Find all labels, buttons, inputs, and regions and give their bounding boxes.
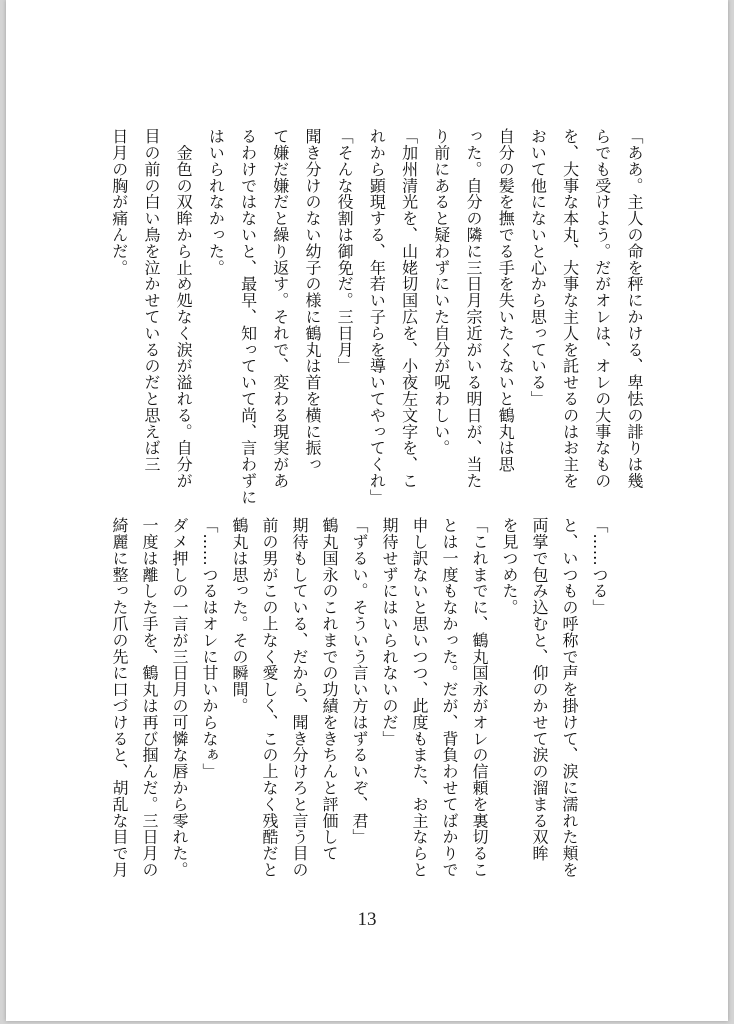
text-column: れから顕現する、年若い子らを導いてやってくれ」 [367, 128, 387, 506]
text-block-top [103, 128, 650, 506]
text-column: を見つめた。 [500, 517, 519, 616]
text-column: らでも受けよう。だがオレは、オレの大事なもの [592, 128, 612, 489]
text-column: 「……つるはオレに甘いからなぁ」 [200, 517, 219, 780]
text-column: 鶴丸国永のこれまでの功績をきちんと評価して [320, 517, 339, 862]
text-column: 「加州清光を、山姥切国広を、小夜左文字を、こ [399, 128, 419, 489]
text-column: 両掌で包み込むと、仰のかせて涙の溜まる双眸 [530, 517, 549, 862]
text-column: おいて他にないと心から思っている」 [528, 128, 548, 407]
text-column: 金色の双眸から止め処なく涙が溢れる。自分が [174, 128, 194, 489]
document-page [6, 0, 728, 1021]
text-column: 「ああ。主人の命を秤にかける、卑怯の誹りは幾 [625, 128, 644, 489]
text-column: ダメ押しの一言が三日月の可憐な唇から零れた。 [170, 517, 189, 878]
text-column: 綺麗に整った爪の先に口づけると、胡乱な目で月 [110, 517, 129, 878]
page-number: 13 [357, 909, 377, 930]
text-column: 目の前の白い鳥を泣かせているのだと思えば三 [141, 128, 161, 473]
text-column: とは一度もなかった。だが、背負わせてばかりで [440, 517, 459, 878]
text-column: 「ずるい。そういう言い方はずるいぞ、君」 [350, 517, 369, 845]
text-column: 前の男がこの上なく愛しく、この上なく残酷だと [260, 517, 279, 878]
text-column: 申し訳ないと思いつつ、此度もまた、お主ならと [410, 517, 429, 878]
text-column: 聞き分けのない幼子の様に鶴丸は首を横に振っ [302, 128, 322, 473]
text-column: 自分の髪を撫でる手を失いたくないと鶴丸は思 [496, 128, 516, 473]
text-column: 期待せずにはいられないのだ」 [380, 517, 399, 747]
text-column: 「……つる」 [590, 517, 609, 616]
text-column: て嫌だ嫌だと繰り返す。それで、変わる現実があ [270, 128, 290, 489]
text-block-bottom [104, 517, 614, 897]
text-column: と、いつもの呼称で声を掛けて、涙に濡れた頬を [560, 517, 579, 878]
text-column: り前にあると疑わずにいた自分が呪わしい。 [431, 128, 451, 456]
text-column: 鶴丸は思った。その瞬間。 [230, 517, 249, 714]
text-column: った。自分の隣に三日月宗近がいる明日が、当た [463, 128, 483, 489]
text-column: 期待もしている、だから、聞き分けろと言う目の [290, 517, 309, 878]
text-column: 日月の胸が痛んだ。 [109, 128, 129, 276]
text-column: 「これまでに、鶴丸国永がオレの信頼を裏切るこ [470, 517, 489, 878]
text-column: るわけではないと、最早、知っていて尚、言わずに [238, 128, 258, 506]
text-column: 一度は離した手を、鶴丸は再び掴んだ。三日月の [140, 517, 159, 878]
text-column: はいられなかった。 [206, 128, 226, 276]
text-column: 「そんな役割は御免だ。三日月」 [335, 128, 355, 374]
text-column: を、大事な本丸、大事な主人を託せるのはお主を [560, 128, 580, 489]
